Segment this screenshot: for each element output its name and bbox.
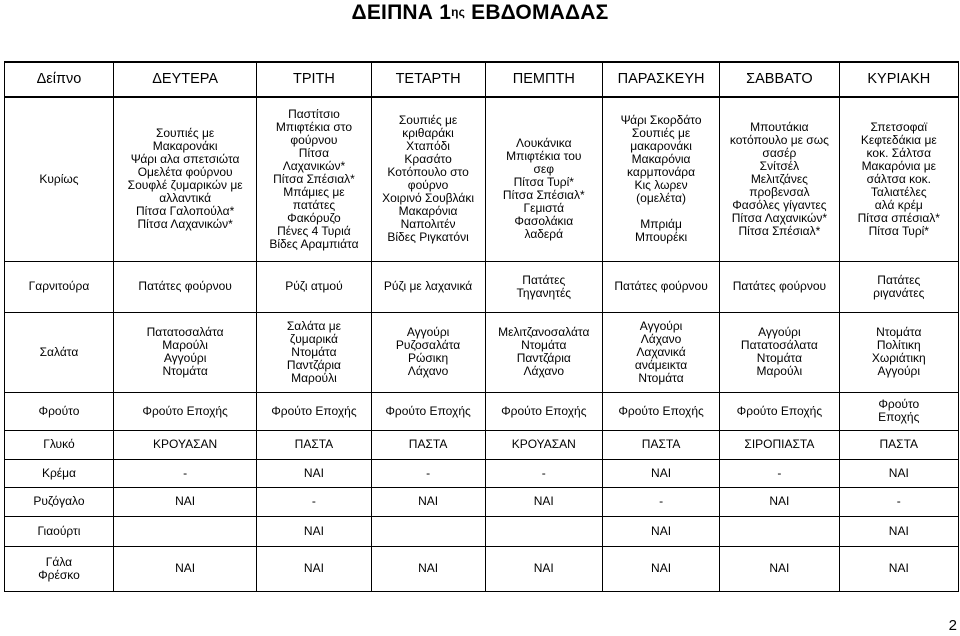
- cell-line: λαδερά: [524, 227, 564, 242]
- cell-fruit-monday: [113, 392, 256, 430]
- cell-line: Παστίτσιο: [288, 106, 340, 121]
- cell-line: -: [183, 465, 188, 480]
- cell-milk-saturday: [720, 546, 839, 591]
- cell-ricepudding-monday: [113, 487, 256, 516]
- cell-sweet-saturday: [720, 430, 839, 459]
- cell-sweet-thursday: [485, 430, 602, 459]
- cell-line: φούρνο: [407, 178, 449, 193]
- cell-line: Αγγούρι: [639, 318, 683, 333]
- cell-line: -: [426, 465, 431, 480]
- cell-line: αλλαντικά: [159, 191, 212, 206]
- cell-line: -: [311, 494, 316, 508]
- weekly-dinner-table: [4, 61, 959, 592]
- cell-line: ΝΑΙ: [769, 494, 790, 508]
- cell-line: Φασόλες γίγαντες: [732, 197, 827, 212]
- cell-fruit-wednesday: [371, 392, 485, 430]
- cell-main-monday: [113, 97, 256, 261]
- cell-line: σεφ: [533, 162, 555, 177]
- cell-line: πατάτες: [292, 197, 336, 212]
- cell-main-sunday: [839, 97, 958, 261]
- header-cell-friday: ΠΑΡΑΣΚΕΥΗ: [602, 62, 719, 97]
- cell-line: [116, 525, 254, 538]
- row-label-garnish: Γαρνιτούρα: [5, 261, 114, 312]
- cell-line: ΣΙΡΟΠΙΑΣΤΑ: [744, 437, 815, 451]
- cell-fruit-sunday: [839, 392, 958, 430]
- cell-line: Μαρούλι: [162, 338, 208, 352]
- cell-main-wednesday: [371, 97, 485, 261]
- cell-line: ΝΑΙ: [888, 465, 909, 480]
- cell-line: ΝΑΙ: [769, 561, 790, 575]
- cell-line: ΠΑΣΤΑ: [408, 437, 448, 451]
- cell-line: Χοιρινό Σουβλάκι: [382, 191, 474, 206]
- cell-fruit-thursday: [485, 392, 602, 430]
- cell-line: ΝΑΙ: [651, 465, 672, 480]
- cell-line: Ντομάτα: [756, 351, 803, 365]
- cell-sweet-wednesday: [371, 430, 485, 459]
- cell-salad-saturday: [720, 312, 839, 392]
- cell-line: Φρούτο Εποχής: [271, 403, 357, 418]
- cell-line: Πίτσα Λαχανικών*: [137, 217, 233, 232]
- cell-line: -: [659, 494, 664, 508]
- cell-line: Παντζάρια: [286, 357, 341, 372]
- cell-line: -: [541, 465, 546, 480]
- cell-cream-sunday: [839, 459, 958, 487]
- cell-line: Πίτσα Τυρί*: [513, 175, 574, 190]
- cell-line: Μελιτζανοσαλάτα: [498, 325, 590, 339]
- cell-line: μακαρονάκι: [630, 139, 692, 154]
- cell-sweet-monday: [113, 430, 256, 459]
- cell-line: ΝΑΙ: [175, 494, 196, 508]
- cell-line: ΝΑΙ: [888, 561, 909, 575]
- cell-line: Κοτόπουλο στο: [387, 165, 469, 180]
- cell-line: Βίδες Ριγκατόνι: [387, 230, 469, 245]
- cell-line: Πίτσα: [298, 145, 330, 160]
- cell-line: Σουπιές με: [398, 113, 458, 128]
- cell-line: ΝΑΙ: [651, 523, 672, 538]
- cell-line: Μπουτάκια: [750, 119, 809, 134]
- cell-ricepudding-tuesday: [257, 487, 371, 516]
- cell-yogurt-wednesday: [371, 516, 485, 546]
- cell-garnish-thursday: [485, 261, 602, 312]
- cell-yogurt-monday: [113, 516, 256, 546]
- cell-line: [722, 525, 836, 538]
- cell-line: ΝΑΙ: [303, 561, 324, 575]
- cell-line: Λαχανικών*: [282, 158, 346, 173]
- cell-line: Ντομάτα: [162, 364, 208, 378]
- cell-line: Πολίτικη: [876, 338, 921, 352]
- cell-ricepudding-thursday: [485, 487, 602, 516]
- cell-line: Ψάρι Σκορδάτο: [620, 113, 702, 128]
- table-row-salad: [5, 312, 959, 392]
- cell-line: Πίτσα Σπέσιαλ*: [738, 223, 821, 238]
- row-label-salad: Σαλάτα: [5, 312, 114, 392]
- cell-yogurt-saturday: [720, 516, 839, 546]
- cell-line: Ταλιατέλες: [870, 184, 927, 199]
- cell-line: Χωριάτικη: [871, 351, 926, 365]
- cell-line: ΝΑΙ: [418, 561, 439, 575]
- cell-line: Ψάρι αλα σπετσιώτα: [130, 152, 240, 167]
- cell-salad-sunday: [839, 312, 958, 392]
- cell-line: ΝΑΙ: [533, 494, 554, 508]
- cell-garnish-saturday: [720, 261, 839, 312]
- cell-line: ΝΑΙ: [418, 494, 439, 508]
- cell-line: ΝΑΙ: [303, 523, 324, 538]
- cell-milk-wednesday: [371, 546, 485, 591]
- cell-line: Βίδες Αραμπιάτα: [269, 236, 359, 251]
- cell-line: κοκ. Σάλτσα: [866, 145, 932, 160]
- cell-line: Λάχανο: [523, 364, 565, 378]
- cell-line: Μελιτζάνες: [750, 171, 808, 186]
- header-cell-saturday: ΣΑΒΒΑΤΟ: [720, 62, 839, 97]
- cell-fruit-saturday: [720, 392, 839, 430]
- cell-garnish-friday: [602, 261, 719, 312]
- cell-cream-thursday: [485, 459, 602, 487]
- cell-cream-tuesday: [257, 459, 371, 487]
- cell-line: Σουφλέ ζυμαρικών με: [127, 178, 243, 193]
- header-cell-thursday: ΠΕΜΠΤΗ: [485, 62, 602, 97]
- row-label-yogurt: Γιαούρτι: [5, 516, 114, 546]
- cell-line: Λουκάνικα: [516, 136, 572, 151]
- cell-line: ΠΑΣΤΑ: [879, 437, 919, 451]
- cell-main-thursday: [485, 97, 602, 261]
- cell-cream-friday: [602, 459, 719, 487]
- cell-line: Γάλα: [45, 554, 73, 569]
- cell-line: Μπιφτέκια στο: [275, 119, 353, 134]
- cell-line: Φρούτο Εποχής: [142, 403, 228, 418]
- cell-line: Ρώσικη: [408, 351, 449, 365]
- cell-line: Ντομάτα: [291, 344, 337, 359]
- row-label-fruit: Φρούτο: [5, 392, 114, 430]
- cell-line: Αγγούρι: [877, 364, 921, 378]
- cell-line: Μακαρονάκι: [152, 139, 218, 154]
- cell-line: -: [777, 465, 782, 480]
- title-superscript: ης: [451, 5, 466, 19]
- cell-line: Εποχής: [878, 410, 920, 424]
- cell-fruit-friday: [602, 392, 719, 430]
- cell-line: Σαλάτα με: [286, 318, 342, 333]
- cell-line: Ναπολιτέν: [400, 217, 456, 232]
- cell-line: Τηγανητές: [516, 285, 572, 300]
- cell-salad-wednesday: [371, 312, 485, 392]
- cell-yogurt-friday: [602, 516, 719, 546]
- header-cell-wednesday: ΤΕΤΑΡΤΗ: [371, 62, 485, 97]
- cell-line: αλά κρέμ: [874, 197, 923, 212]
- cell-line: ζυμαρικά: [289, 331, 338, 346]
- cell-yogurt-tuesday: [257, 516, 371, 546]
- cell-line: Μακαρόνια: [398, 204, 458, 219]
- cell-line: Ομελέτα φούρνου: [137, 165, 233, 180]
- header-cell-monday: ΔΕΥΤΕΡΑ: [113, 62, 256, 97]
- table-row-milk: [5, 546, 959, 591]
- cell-sweet-sunday: [839, 430, 958, 459]
- cell-line: Κρασάτο: [404, 152, 452, 167]
- cell-line: κοτόπουλο με σως: [729, 132, 829, 147]
- table-row-fruit: [5, 392, 959, 430]
- cell-garnish-tuesday: [257, 261, 371, 312]
- cell-line: [374, 525, 483, 538]
- cell-line: σάλτσα κοκ.: [866, 171, 932, 186]
- cell-main-friday: [602, 97, 719, 261]
- cell-sweet-tuesday: [257, 430, 371, 459]
- cell-line: Λαχανικά: [636, 344, 686, 359]
- header-cell-tuesday: ΤΡΙΤΗ: [257, 62, 371, 97]
- cell-line: Φρούτο Εποχής: [736, 403, 823, 418]
- cell-line: Φρούτο Εποχής: [618, 403, 704, 418]
- cell-line: ΚΡΟΥΑΣΑΝ: [153, 437, 218, 451]
- cell-ricepudding-saturday: [720, 487, 839, 516]
- cell-line: Ντομάτα: [876, 325, 922, 339]
- cell-salad-tuesday: [257, 312, 371, 392]
- cell-line: Σνίτσέλ: [759, 158, 800, 173]
- row-label-sweet: Γλυκό: [5, 430, 114, 459]
- cell-line: [488, 525, 600, 538]
- cell-main-saturday: [720, 97, 839, 261]
- table-row-ricepudding: [5, 487, 959, 516]
- cell-garnish-wednesday: [371, 261, 485, 312]
- table-row-garnish: [5, 261, 959, 312]
- cell-milk-friday: [602, 546, 719, 591]
- cell-line: Πατάτες: [877, 272, 921, 287]
- cell-line: Πίτσα Γαλοπούλα*: [136, 204, 235, 219]
- cell-line: ΝΑΙ: [175, 561, 196, 575]
- cell-milk-sunday: [839, 546, 958, 591]
- cell-line: ΝΑΙ: [303, 465, 324, 480]
- table-row-sweet: [5, 430, 959, 459]
- cell-sweet-friday: [602, 430, 719, 459]
- cell-line: Πατάτες: [522, 272, 566, 287]
- header-cell-sunday: ΚΥΡΙΑΚΗ: [839, 62, 958, 97]
- cell-garnish-monday: [113, 261, 256, 312]
- cell-line: Πατάτες φούρνου: [732, 279, 827, 293]
- cell-garnish-sunday: [839, 261, 958, 312]
- cell-line: Πατατοσάλατα: [740, 338, 818, 352]
- cell-salad-thursday: [485, 312, 602, 392]
- cell-line: Φρούτο: [878, 397, 920, 411]
- cell-line: Μαρούλι: [291, 370, 337, 385]
- page-number: 2: [948, 617, 957, 634]
- cell-ricepudding-sunday: [839, 487, 958, 516]
- cell-line: Πίτσα Τυρί*: [868, 223, 929, 238]
- row-label-ricepudding: Ρυζόγαλο: [5, 487, 114, 516]
- cell-line: Χταπόδι: [406, 139, 450, 154]
- cell-line: Σουπιές με: [155, 126, 215, 141]
- cell-line: -: [896, 494, 901, 508]
- cell-line: προβενσαλ: [749, 184, 810, 199]
- cell-line: Κις λωρεν: [634, 178, 688, 193]
- cell-line: Μπιφτέκια του: [506, 149, 582, 164]
- cell-line: ΝΑΙ: [533, 561, 554, 575]
- cell-line: κριθαράκι: [402, 126, 454, 141]
- table-row-yogurt: [5, 516, 959, 546]
- cell-milk-monday: [113, 546, 256, 591]
- cell-line: Ρύζι ατμού: [285, 279, 343, 293]
- cell-line: Πατατοσαλάτα: [146, 325, 224, 339]
- page-title: [0, 2, 960, 26]
- cell-line: Πίτσα σπέσιαλ*: [857, 210, 940, 225]
- cell-main-tuesday: [257, 97, 371, 261]
- cell-milk-thursday: [485, 546, 602, 591]
- cell-line: Πένες 4 Τυριά: [277, 223, 351, 238]
- cell-line: Πίτσα Σπέσιαλ*: [502, 188, 585, 203]
- cell-cream-wednesday: [371, 459, 485, 487]
- cell-line: Λάχανο: [407, 364, 449, 378]
- cell-cream-monday: [113, 459, 256, 487]
- title-main: ΔΕΙΠΝΑ 1: [351, 1, 452, 24]
- cell-line: ΠΑΣΤΑ: [294, 437, 334, 451]
- cell-ricepudding-wednesday: [371, 487, 485, 516]
- cell-yogurt-thursday: [485, 516, 602, 546]
- row-label-main: Κυρίως: [5, 97, 114, 261]
- cell-line: Φρούτο Εποχής: [385, 403, 471, 418]
- cell-line: Πατάτες φούρνου: [614, 279, 708, 293]
- cell-line: ριγανάτες: [873, 285, 925, 300]
- cell-line: Κεφτεδάκια με: [860, 132, 937, 147]
- cell-yogurt-sunday: [839, 516, 958, 546]
- cell-line: Φρούτο Εποχής: [501, 403, 587, 418]
- header-row: [5, 62, 959, 97]
- cell-line: Φασολάκια: [514, 214, 574, 229]
- cell-line: Παντζάρια: [516, 351, 571, 365]
- cell-fruit-tuesday: [257, 392, 371, 430]
- cell-line: Πατάτες φούρνου: [138, 279, 232, 293]
- cell-salad-monday: [113, 312, 256, 392]
- cell-line: Αγγούρι: [758, 325, 801, 339]
- row-label-cream: Κρέμα: [5, 459, 114, 487]
- cell-line: Αγγούρι: [163, 351, 207, 365]
- cell-line: Σουπιές με: [631, 126, 691, 141]
- table-row-cream: [5, 459, 959, 487]
- cell-line: Ρυζοσαλάτα: [395, 338, 461, 352]
- cell-ricepudding-friday: [602, 487, 719, 516]
- cell-line: Ντομάτα: [521, 338, 567, 352]
- cell-line: Γεμιστά: [523, 201, 564, 216]
- cell-line: φούρνου: [290, 132, 338, 147]
- cell-line: Μακαρόνια: [631, 152, 691, 167]
- cell-line: Σπετσοφαϊ: [870, 119, 928, 134]
- header-cell-dinner: Δείπνο: [5, 62, 114, 97]
- cell-line: (ομελέτα): [636, 191, 686, 206]
- cell-line: Πίτσα Λαχανικών*: [731, 210, 828, 225]
- title-rest: ΕΒΔΟΜΑΔΑΣ: [471, 1, 609, 24]
- cell-line: Φακόρυζο: [287, 210, 341, 225]
- cell-line: ΝΑΙ: [651, 561, 672, 575]
- cell-line: Λάχανο: [640, 331, 682, 346]
- cell-line: Μαρούλι: [756, 364, 803, 378]
- cell-line: Μπάμιες με: [283, 184, 345, 199]
- cell-line: Μπουρέκι: [634, 230, 688, 245]
- row-label-milk: [5, 546, 114, 591]
- cell-cream-saturday: [720, 459, 839, 487]
- cell-line: Μακαρόνια με: [861, 158, 936, 173]
- cell-line: σασέρ: [762, 145, 797, 160]
- cell-milk-tuesday: [257, 546, 371, 591]
- cell-salad-friday: [602, 312, 719, 392]
- cell-line: καρμπονάρα: [627, 165, 696, 180]
- cell-line: Φρέσκο: [38, 567, 80, 582]
- table-row-main: [5, 97, 959, 261]
- cell-line: Ντομάτα: [638, 370, 684, 385]
- cell-line: ΝΑΙ: [888, 523, 909, 538]
- cell-line: Πίτσα Σπέσιαλ*: [273, 171, 355, 186]
- cell-line: ΚΡΟΥΑΣΑΝ: [511, 437, 576, 451]
- cell-line: Μπριάμ: [640, 217, 682, 232]
- cell-line: Αγγούρι: [406, 325, 450, 339]
- cell-line: Ρύζι με λαχανικά: [383, 279, 473, 293]
- cell-line: ΠΑΣΤΑ: [641, 437, 681, 451]
- cell-line: ανάμεικτα: [634, 357, 688, 372]
